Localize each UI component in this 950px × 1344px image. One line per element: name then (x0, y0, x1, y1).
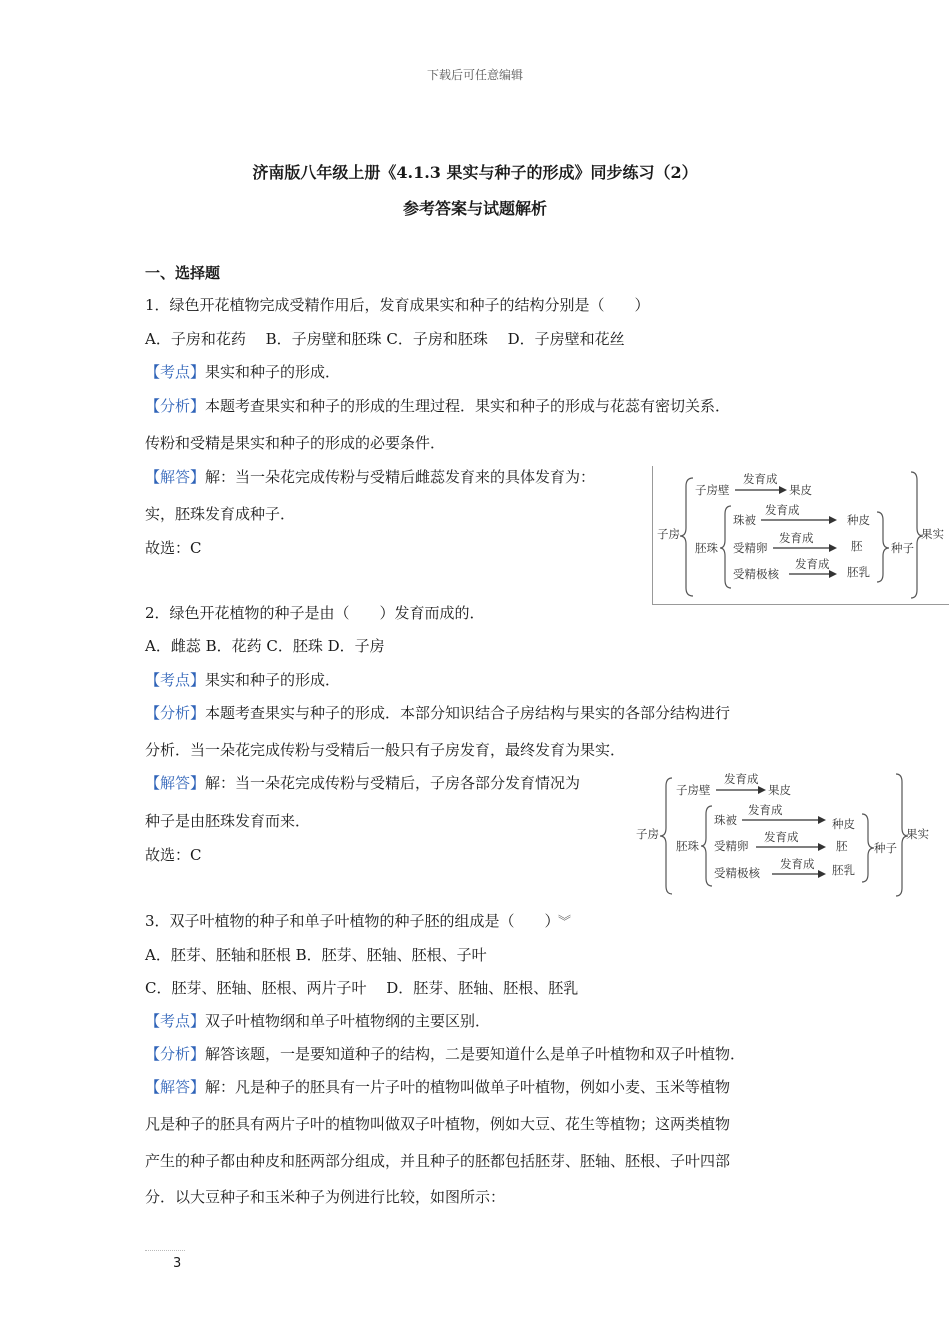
brace2-seed (862, 814, 874, 882)
section-heading: 一、选择题 (145, 264, 221, 282)
arrowhead-4 (829, 570, 837, 578)
diagram-label-develops-3: 发育成 (779, 531, 814, 545)
diagram-label-fertilized-polar: 受精极核 (733, 567, 779, 581)
q3-stem (145, 910, 571, 931)
diagram2-label-pericarp: 果皮 (768, 783, 791, 797)
q1-kaodian-text: 果实和种子的形成． (205, 363, 341, 381)
fenxi-tag: 【分析】 (145, 1045, 206, 1063)
q2-fenxi-text: 本题考查果实与种子的形成．本部分知识结合子房结构与果实的各部分结构进行 (205, 704, 731, 722)
page-title: 济南版八年级上册《4.1.3 果实与种子的形成》同步练习（2） (252, 163, 698, 182)
diagram-label-endosperm: 胚乳 (847, 565, 870, 579)
arrowhead2-3 (818, 843, 826, 851)
arrowhead2-1 (758, 786, 766, 794)
diagram-label-develops-1: 发育成 (743, 472, 778, 486)
footer-divider (145, 1250, 185, 1251)
q3-fenxi-text: 解答该题，一是要知道种子的结构，二是要知道什么是单子叶植物和双子叶植物． (205, 1045, 746, 1063)
arrowhead-3 (829, 544, 837, 552)
brace-left (680, 478, 693, 596)
q2-kaodian (145, 669, 340, 690)
q1-kaodian (145, 361, 340, 382)
q3-kaodian (145, 1010, 490, 1031)
diagram-label-seed-coat: 种皮 (847, 513, 870, 527)
ovary-development-diagram (652, 466, 949, 605)
diagram2-label-integument: 珠被 (714, 813, 737, 827)
diagram-label-fertilized-egg: 受精卵 (733, 541, 768, 555)
brace2-ovule (701, 806, 712, 886)
diagram-label-embryo: 胚 (851, 539, 863, 553)
diagram2-label-ovary-wall: 子房壁 (676, 783, 711, 797)
q2-options: A．雌蕊 B．花药 C．胚珠 D．子房 (145, 637, 385, 655)
diagram2-label-develops-2: 发育成 (748, 803, 783, 817)
diagram2-label-develops-4: 发育成 (780, 857, 815, 871)
q3-fenxi (145, 1043, 745, 1064)
q1-options: A．子房和花药 B．子房壁和胚珠 C．子房和胚珠 D．子房壁和花丝 (145, 330, 625, 348)
q3-jieda-cont-1: 凡是种子的胚具有两片子叶的植物叫做双子叶植物，例如大豆、花生等植物；这两类植物 (145, 1115, 731, 1133)
fenxi-tag: 【分析】 (145, 397, 206, 415)
brace-seed (877, 512, 889, 582)
diagram2-label-seed-coat: 种皮 (832, 817, 855, 831)
diagram-label-seed: 种子 (891, 541, 914, 555)
arrowhead-1 (779, 486, 787, 494)
jieda-tag: 【解答】 (145, 468, 206, 486)
kaodian-tag: 【考点】 (145, 1012, 206, 1030)
q3-options-2: C．胚芽、胚轴、胚根、两片子叶 D．胚芽、胚轴、胚根、胚乳 (145, 979, 579, 997)
q2-answer: 故选：C (145, 846, 202, 864)
diagram-label-fruit: 果实 (921, 527, 944, 541)
q1-answer: 故选：C (145, 539, 202, 557)
kaodian-tag: 【考点】 (145, 671, 206, 689)
page-subtitle: 参考答案与试题解析 (402, 199, 547, 218)
diagram2-label-fertilized-polar: 受精极核 (714, 866, 760, 880)
q3-jieda-cont-2: 产生的种子都由种皮和胚两部分组成，并且种子的胚都包括胚芽、胚轴、胚根、子叶四部 (145, 1152, 731, 1170)
diagram2-label-fruit: 果实 (906, 827, 929, 841)
q2-jieda (145, 772, 580, 793)
diagram-label-pericarp: 果皮 (789, 483, 812, 497)
diagram-label-integument: 珠被 (733, 513, 756, 527)
q2-jieda-text: 解：当一朵花完成传粉与受精后，子房各部分发育情况为 (205, 774, 581, 792)
kaodian-tag: 【考点】 (145, 363, 206, 381)
diagram2-label-embryo: 胚 (836, 839, 848, 853)
diagram2-label-endosperm: 胚乳 (832, 863, 855, 877)
diagram-label-ovary: 子房 (657, 527, 680, 541)
diagram2-label-ovule: 胚珠 (676, 839, 699, 853)
diagram-label-ovule: 胚珠 (695, 541, 718, 555)
diagram-label-develops-4: 发育成 (795, 557, 830, 571)
q1-jieda-text: 解：当一朵花完成传粉与受精后雌蕊发育来的具体发育为： (205, 468, 596, 486)
q1-jieda (145, 466, 595, 487)
q1-fenxi-text: 本题考查果实和种子的形成的生理过程．果实和种子的形成与花蕊有密切关系． (205, 397, 731, 415)
diagram-label-ovary-wall: 子房壁 (695, 483, 730, 497)
q1-fenxi-cont: 传粉和受精是果实和种子的形成的必要条件． (145, 434, 446, 452)
ovary-development-diagram-2 (634, 770, 934, 900)
diagram2-label-develops-3: 发育成 (764, 830, 799, 844)
diagram2-label-fertilized-egg: 受精卵 (714, 839, 749, 853)
q3-kaodian-text: 双子叶植物纲和单子叶植物纲的主要区别． (205, 1012, 491, 1030)
q1-jieda-cont: 实，胚珠发育成种子． (145, 505, 296, 523)
q3-options-1: A．胚芽、胚轴和胚根 B．胚芽、胚轴、胚根、子叶 (145, 946, 487, 964)
arrowhead-2 (829, 516, 837, 524)
q2-stem: 2．绿色开花植物的种子是由（ ）发育而成的． (145, 604, 485, 622)
diagram2-label-ovary: 子房 (636, 827, 659, 841)
brace-ovule (720, 506, 731, 588)
q1-fenxi (145, 395, 730, 416)
q1-stem: 1．绿色开花植物完成受精作用后，发育成果实和种子的结构分别是（ ） (145, 296, 650, 314)
chevron-down-icon: ︾ (558, 915, 572, 930)
diagram2-label-develops-1: 发育成 (724, 772, 759, 786)
page-number: 3 (173, 1256, 182, 1271)
arrowhead2-4 (818, 870, 826, 878)
diagram-label-develops-2: 发育成 (765, 503, 800, 517)
q3-jieda (145, 1076, 730, 1097)
diagram2-label-seed: 种子 (874, 841, 897, 855)
q3-jieda-cont-3: 分．以大豆种子和玉米种子为例进行比较，如图所示： (145, 1188, 506, 1206)
q3-stem-text: 3．双子叶植物的种子和单子叶植物的种子胚的组成是（ ） (145, 912, 553, 930)
fenxi-tag: 【分析】 (145, 704, 206, 722)
jieda-tag: 【解答】 (145, 1078, 206, 1096)
q3-jieda-text: 解：凡是种子的胚具有一片子叶的植物叫做单子叶植物，例如小麦、玉米等植物 (205, 1078, 731, 1096)
q2-fenxi (145, 702, 730, 723)
brace2-left (660, 778, 672, 894)
q2-fenxi-cont: 分析．当一朵花完成传粉与受精后一般只有子房发育，最终发育为果实． (145, 741, 626, 759)
q2-kaodian-text: 果实和种子的形成． (205, 671, 341, 689)
header-note: 下载后可任意编辑 (426, 68, 523, 82)
arrowhead2-2 (818, 816, 826, 824)
jieda-tag: 【解答】 (145, 774, 206, 792)
q2-jieda-cont: 种子是由胚珠发育而来． (145, 812, 311, 830)
